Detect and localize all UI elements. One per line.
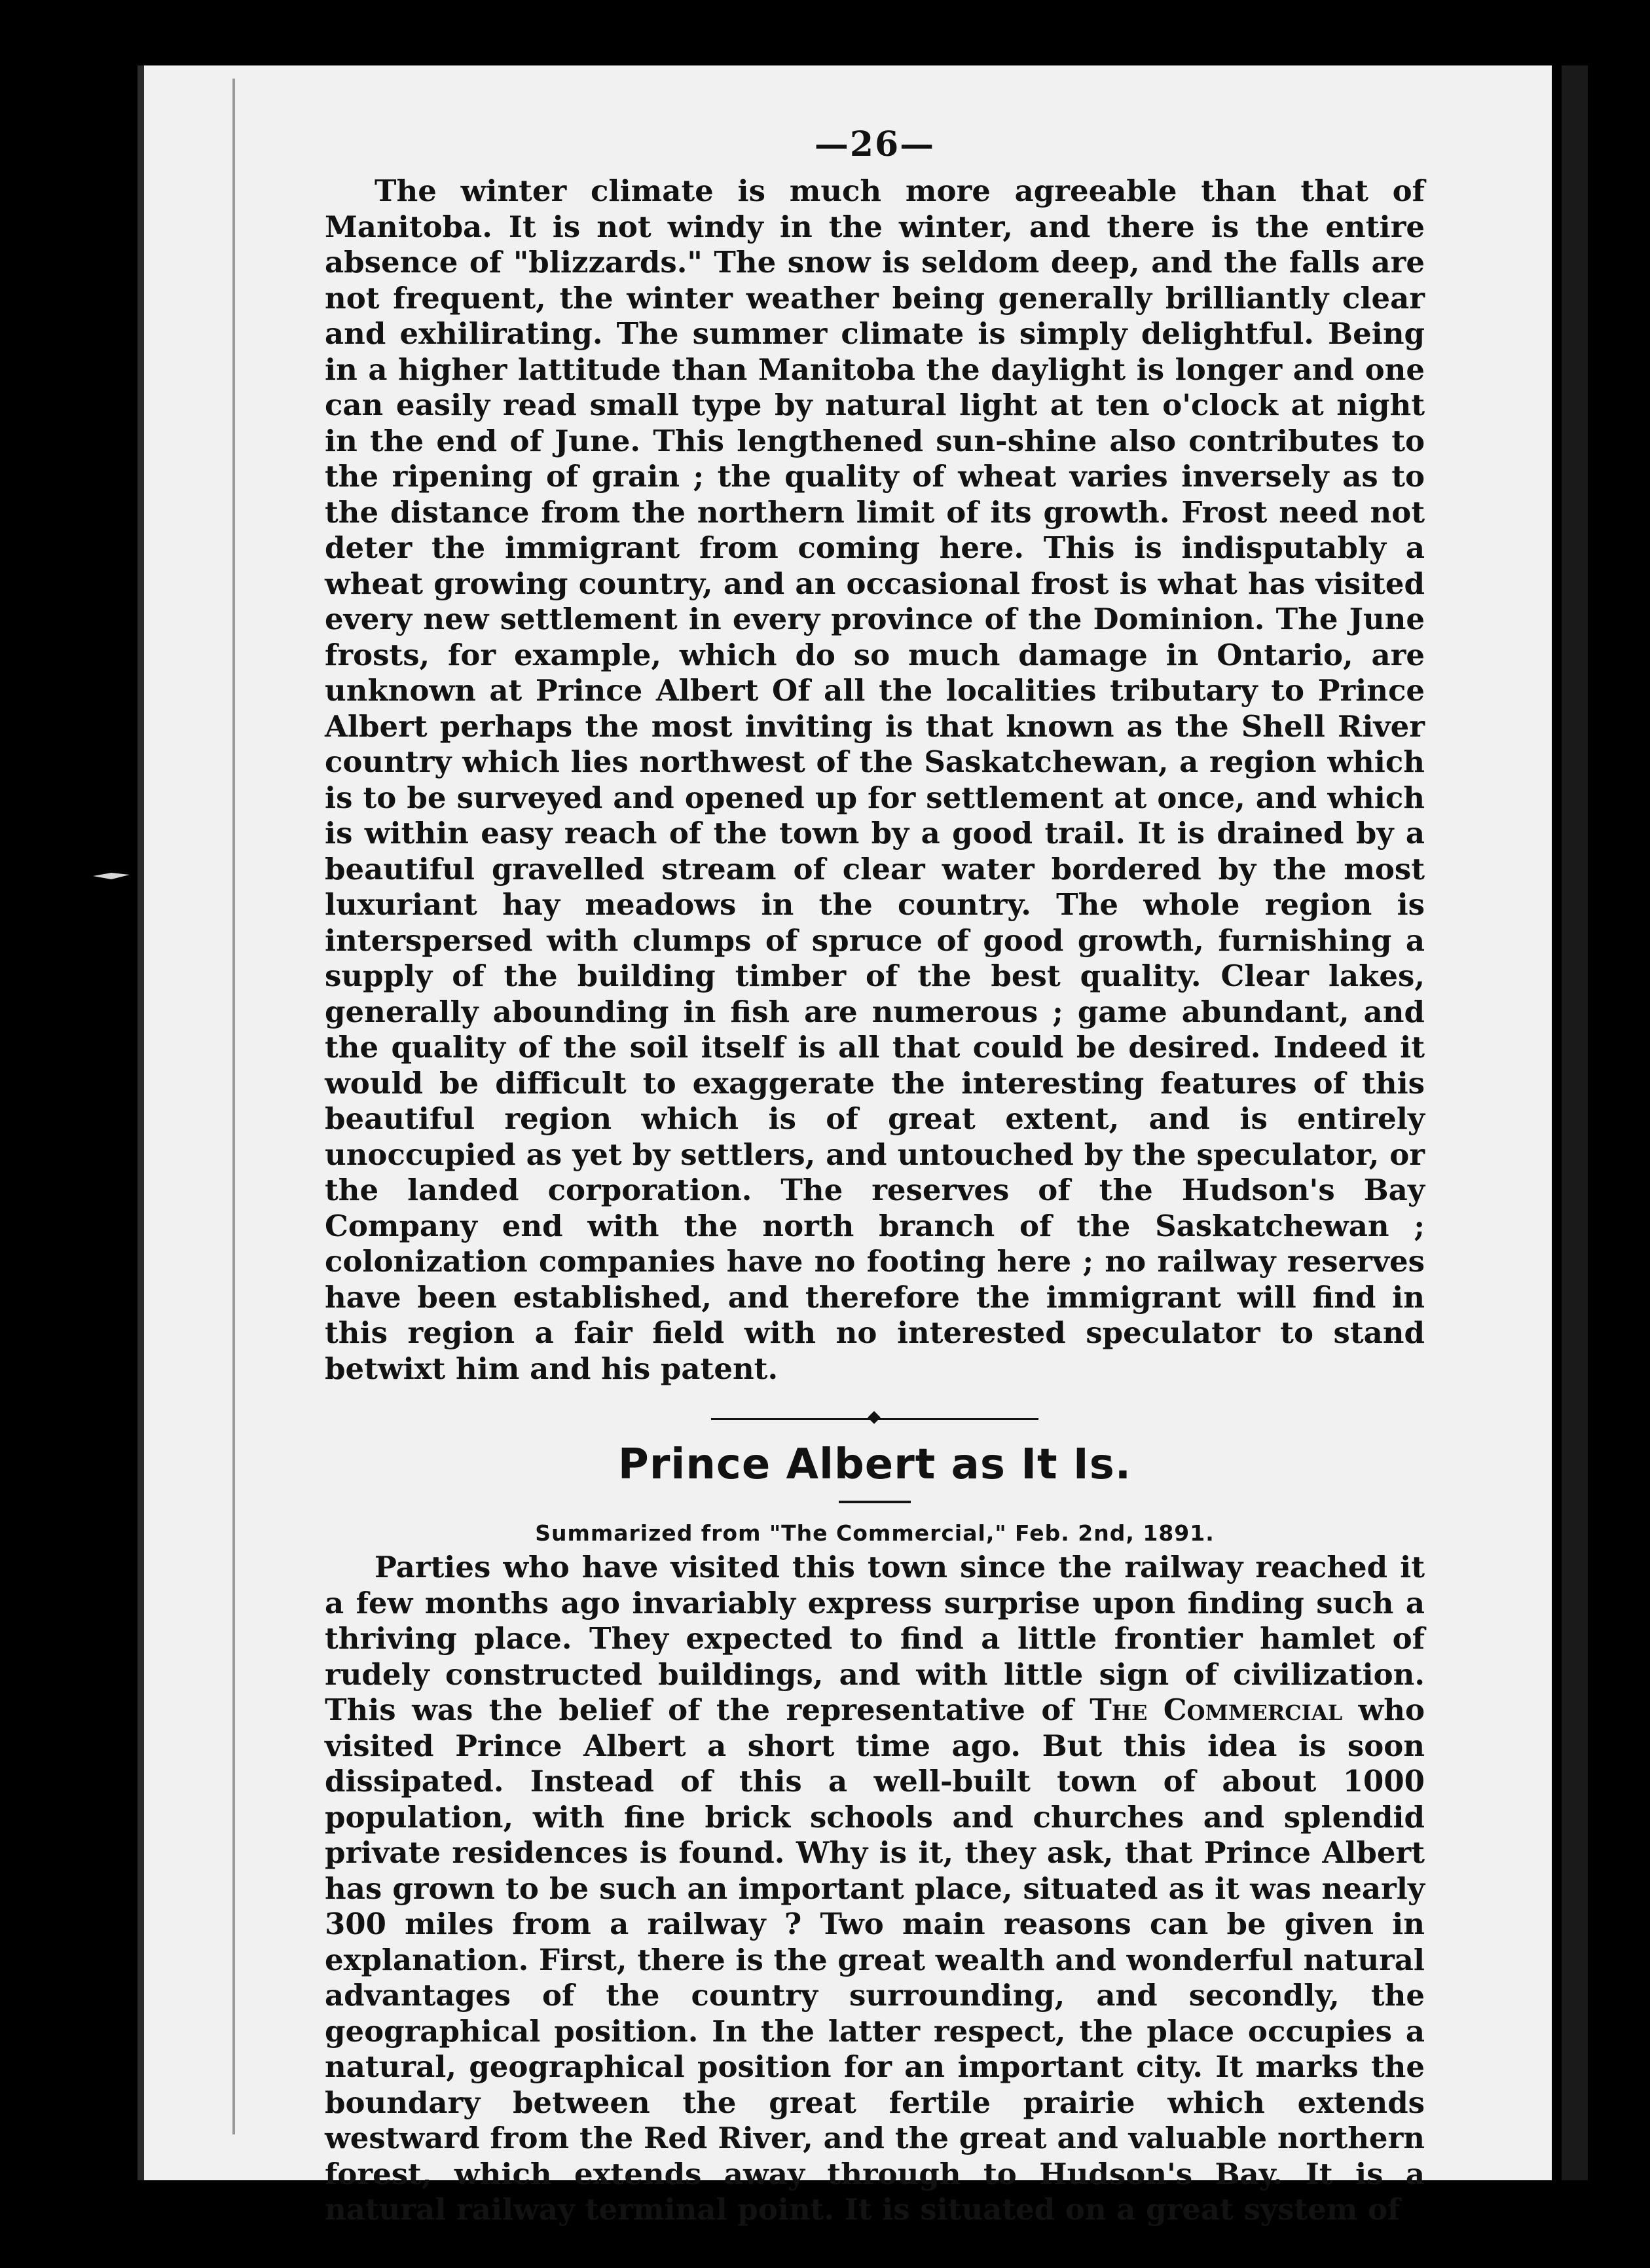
title-rule <box>839 1501 911 1503</box>
page-edge-shadow <box>1562 65 1588 2180</box>
paragraph-climate: The winter climate is much more agreeable than that of Manitoba. It is not windy in the winter, and there is the entire absence of "blizzards." The snow is seldom deep, and the falls are not frequent, the winter weather being generally brilliantly clear and exhilirating. The summer climate is simply delightful. Being in a higher lattitude than Manitoba the daylight is longer and one can easily read small type by natural light at ten o'clock at night in the end of June. This lengthened sun-shine also contributes to the ripening of grain ; the quality of wheat varies inversely as to the distance from the northern limit of its growth. Frost need not deter the immigrant from coming here. This is indisputably a wheat growing country, and an occasional frost is what has visited every new settlement in every province of the Dominion. The June frosts, for example, which do so much damage in Ontario, are unknown at Prince Albert Of all the localities tributary to Prince Albert perhaps the most inviting is that known as the Shell River country which lies northwest of the Saskatchewan, a region which is to be surveyed and opened up for settlement at once, and which is within easy reach of the town by a good trail. It is drained by a beautiful gravelled stream of clear water bordered by the most luxuriant hay meadows in the country. The whole region is interspersed with clumps of spruce of good growth, furnishing a supply of the building timber of the best quality. Clear lakes, generally abounding in fish are numerous ; game abundant, and the quality of the soil itself is all that could be desired. Indeed it would be difficult to exaggerate the interesting features of this beautiful region which is of great extent, and is entirely unoccupied as yet by settlers, and untouched by the speculator, or the landed corporation. The reserves of the Hudson's Bay Company end with the north branch of the Saskatchewan ; colonization companies have no footing here ; no railway reserves have been established, and therefore the immigrant will find in this region a fair field with no interested speculator to stand betwixt him and his patent. <box>325 174 1425 1386</box>
page-number: —26— <box>814 124 936 164</box>
paragraph-town-text-1: Parties who have visited this town since the railway reached it a few months ago invariably express surprise upon finding such a thriving place. They expected to find a little frontier hamlet of rudely constructed buildings, and with little sign of civilization. This was the belief of the representative of <box>325 1550 1425 1727</box>
section-divider <box>711 1417 1038 1421</box>
paragraph-town <box>325 1550 1425 2228</box>
paragraph-town-text-2: who visited Prince Albert a short time ago. But this idea is soon dissipated. Instead of this a well-built town of about 1000 population, with fine brick schools and churches and splendid private residences is found. Why is it, they ask, that Prince Albert has grown to be such an important place, situated as it was nearly 300 miles from a railway ? Two main reasons can be given in explanation. First, there is the great wealth and wonderful natural advantages of the country surrounding, and secondly, the geographical position. In the latter respect, the place occupies a natural, geographical position for an important city. It marks the boundary between the great fertile prairie which extends westward from the Red River, and the great and valuable northern forest, which extends away through to Hudson's Bay. It is a natural railway terminal point. It is situated on a great system of <box>325 1692 1425 2227</box>
publication-name: The Commercial <box>1090 1692 1343 1727</box>
pointer-mark-icon <box>92 871 131 881</box>
divider-ornament <box>868 1411 881 1424</box>
source-attribution: Summarized from "The Commercial," Feb. 2nd, 1891. <box>535 1520 1215 1546</box>
margin-rule <box>232 79 235 2134</box>
section-title: Prince Albert as It Is. <box>617 1440 1132 1489</box>
document-text <box>325 124 1425 2228</box>
